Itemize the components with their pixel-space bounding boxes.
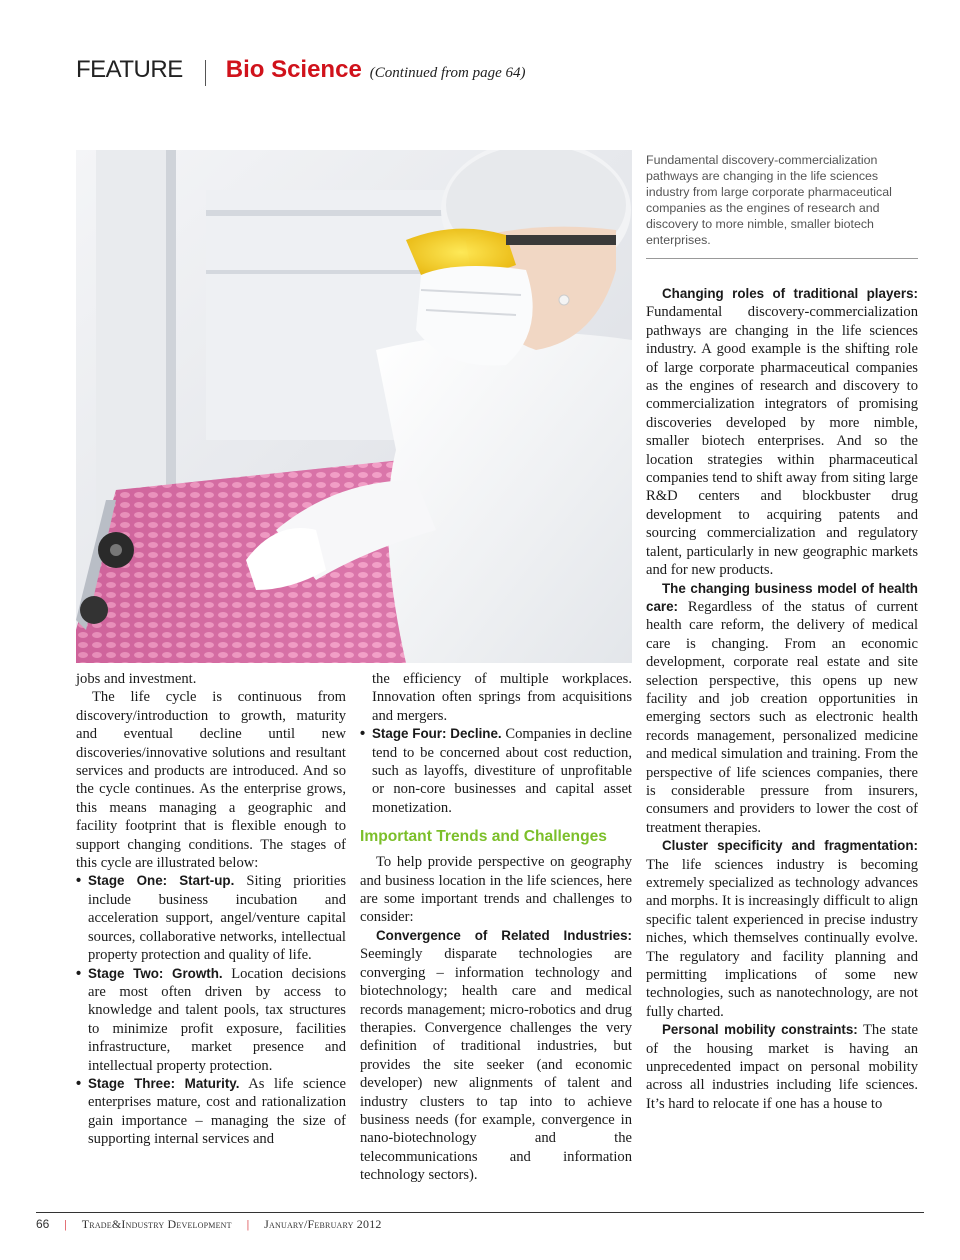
paragraph-lead: Changing roles of traditional players:	[662, 286, 918, 301]
bullet-icon: •	[76, 873, 82, 890]
feature-label: FEATURE	[76, 56, 183, 83]
paragraph	[646, 837, 918, 1021]
paragraph-lead: The changing business model of health care:	[646, 580, 918, 614]
paragraph	[360, 927, 632, 1185]
bullet-lead: Stage Two: Growth.	[88, 965, 223, 981]
article-column-1	[76, 670, 346, 1149]
header-divider	[205, 60, 206, 86]
paragraph-text: Regardless of the status of current health care reform, the delivery of medical care is changing. From an economic development, corporate real estate and site selection perspective, this opens up new facility and job creation opportunities in emerging sectors such as electronic health records management, personalized medicine and medical simulation and training. From the perspective of life sciences companies, there is considerable pressure from insurers, consumers and providers to lower the cost of treatment therapies.	[646, 598, 918, 836]
paragraph-text: Seemingly disparate technologies are converging – information technology and biotechnology; health care and medical records management; micro-robotics and drug therapies. Convergence challenges the very definition of traditional industries, but provides the site seeker (and economic developer) new alignments of talent and industry clusters to tap into to achieve business needs (for example, convergence in nano-biotechnology and the telecommunications and information technology sectors).	[360, 946, 632, 1184]
bullet-text: Location decisions are most often driven by access to knowledge and talent pools, tax structures to minimize profit exposure, facilities infrastructure, market presence and intellectual property protection.	[88, 965, 346, 1074]
paragraph-lead: Convergence of Related Industries:	[376, 927, 632, 943]
issue-date: January/February 2012	[264, 1217, 382, 1231]
footer-divider	[36, 1212, 924, 1213]
lab-photo-illustration	[76, 150, 632, 663]
paragraph-text: The state of the housing market is having an unprecedented impact on personal mobility across all industries including life sciences. It’s hard to relocate if one has a house to	[646, 1022, 918, 1112]
list-item	[76, 1075, 346, 1149]
bullet-text: Siting priorities include business incubation and acceleration support, angel/venture capital sources, collaborative networks, intellectual property protection and quality of life.	[88, 873, 346, 964]
article-column-3	[646, 285, 918, 1113]
bullet-icon: •	[360, 726, 366, 743]
bullet-lead: Stage Three: Maturity.	[88, 1075, 240, 1091]
page-footer	[36, 1217, 382, 1232]
bullet-lead: Stage One: Start-up.	[88, 873, 235, 889]
photo-caption: Fundamental discovery-commercialization pathways are changing in the life sciences industry from large corporate pharmaceutical companies as the engines of research and discovery to more nimble, smaller biotech enterprises.	[646, 153, 892, 247]
paragraph-lead: Personal mobility constraints:	[662, 1022, 858, 1038]
list-item	[76, 872, 346, 964]
bullet-icon: •	[76, 965, 82, 982]
paragraph-text: Fundamental discovery-commercialization pathways are changing in the life sciences industry. A good example is the shifting role of large corporate pharmaceutical companies as the engines of research and discovery to commercialization integrators of promising discoveries developed by more nimble, smaller biotech enterprises. And so the location strategies within pharmaceutical companies tend to shift away from siting large R&D centers and blockbuster drug development to acquiring patents and sourcing commercialization and regulatory talent, particularly in new geographic markets and for new products.	[646, 304, 918, 579]
footer-separator: |	[246, 1217, 250, 1231]
lab-technician-photo	[76, 150, 632, 663]
paragraph	[646, 580, 918, 838]
bullet-text: Companies in decline tend to be concerned about cost reduction, such as layoffs, divestiture of unprofitable or non-core businesses and capital asset monetization.	[372, 726, 632, 816]
page-number: 66	[36, 1217, 50, 1231]
bullet-lead: Stage Four: Decline.	[372, 726, 502, 742]
page-header	[76, 56, 525, 90]
paragraph	[646, 285, 918, 580]
article-column-2	[360, 670, 632, 1185]
list-item	[360, 725, 632, 817]
paragraph: jobs and investment.	[76, 671, 197, 687]
publication-name: Trade&Industry Development	[81, 1217, 232, 1231]
paragraph: The life cycle is continuous from discovery/introduction to growth, maturity and eventual decline until new discoveries/innovative solutions and resultant services and products are introduced. And so the cycle continues. As the enterprise grows, this means managing a geographic and facility footprint that is flexible enough to support changing conditions. The stages of this cycle are illustrated below:	[76, 689, 346, 872]
footer-separator: |	[64, 1217, 67, 1231]
list-item-continued: the efficiency of multiple workplaces. Innovation often springs from acquisitions and mergers.	[372, 671, 632, 724]
paragraph-text: The life sciences industry is becoming extremely specialized as technology advances and morphs. It is increasingly difficult to align specific talent experienced in precise industry niches, which themselves continually evolve. The regulatory and facility planning and permitting implications of some new technologies, such as nanotechnology, are not fully charted.	[646, 856, 918, 1020]
paragraph: To help provide perspective on geography and business location in the life sciences, here are some important trends and challenges to consider:	[360, 854, 632, 926]
section-title: Bio Science	[225, 56, 362, 83]
list-item	[76, 965, 346, 1075]
continued-note: (Continued from page 64)	[369, 65, 526, 81]
section-subheading: Important Trends and Challenges	[360, 828, 607, 846]
paragraph	[646, 1021, 918, 1113]
bullet-text: As life science enterprises mature, cost and rationalization gain importance – managing the size of supporting internal services and	[88, 1075, 346, 1148]
paragraph-lead: Cluster specificity and fragmentation:	[662, 838, 918, 854]
bullet-icon: •	[76, 1075, 82, 1092]
caption-divider	[646, 258, 918, 259]
